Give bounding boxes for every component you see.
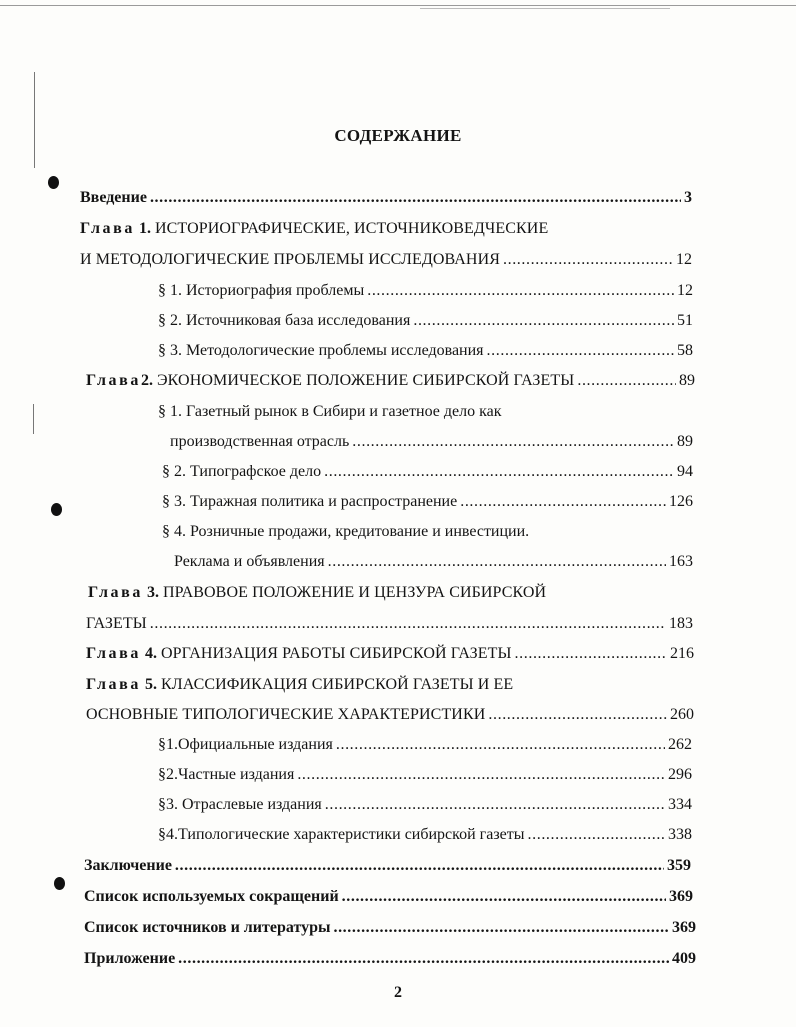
toc-leader-dots bbox=[503, 247, 673, 273]
toc-entry-title: § 3. Тиражная политика и распространение bbox=[162, 493, 458, 510]
toc-page-number: 12 bbox=[677, 282, 693, 299]
toc-leader-dots bbox=[413, 308, 674, 334]
toc-leader-dots bbox=[487, 338, 674, 364]
toc-leader-dots bbox=[528, 822, 665, 848]
punch-hole-mark bbox=[48, 176, 59, 189]
chapter-number: 5. bbox=[145, 676, 157, 693]
toc-section-2-4 bbox=[174, 549, 693, 575]
toc-section-2-1 bbox=[170, 429, 693, 455]
scan-edge-mark bbox=[33, 404, 34, 434]
toc-chapter-1 bbox=[80, 247, 692, 273]
toc-section-5-2 bbox=[158, 762, 692, 788]
punch-hole-mark bbox=[54, 877, 65, 890]
page-title: СОДЕРЖАНИЕ bbox=[334, 126, 462, 145]
chapter-title: ОРГАНИЗАЦИЯ РАБОТЫ СИБИРСКОЙ ГАЗЕТЫ bbox=[161, 645, 512, 662]
chapter-number: 3. bbox=[147, 584, 159, 601]
toc-leader-dots bbox=[333, 915, 669, 941]
toc-chapter-4 bbox=[86, 641, 694, 667]
scan-edge-line bbox=[420, 8, 670, 9]
toc-section-2-3 bbox=[162, 489, 693, 515]
toc-page-number: 58 bbox=[677, 342, 693, 359]
toc-entry-title: §2.Частные издания bbox=[158, 766, 295, 783]
toc-leader-dots bbox=[325, 792, 665, 818]
toc-section-5-1 bbox=[158, 732, 692, 758]
toc-page-number: 89 bbox=[679, 372, 695, 389]
toc-page-number: 260 bbox=[670, 706, 694, 723]
toc-entry-title: § 1. Историография проблемы bbox=[158, 282, 365, 299]
punch-hole-mark bbox=[51, 503, 62, 516]
chapter-title: ПРАВОВОЕ ПОЛОЖЕНИЕ И ЦЕНЗУРА СИБИРСКОЙ bbox=[163, 584, 547, 601]
toc-page-number: 163 bbox=[669, 553, 693, 570]
toc-page-number: 369 bbox=[672, 919, 696, 936]
toc-page-number: 51 bbox=[677, 312, 693, 329]
chapter-title-cont: ОСНОВНЫЕ ТИПОЛОГИЧЕСКИЕ ХАРАКТЕРИСТИКИ bbox=[86, 706, 486, 723]
toc-chapter-5 bbox=[86, 702, 694, 728]
toc-entry-title: Список источников и литературы bbox=[84, 919, 331, 936]
toc-page-number: 262 bbox=[668, 736, 692, 753]
toc-entry-title: §3. Отраслевые издания bbox=[158, 796, 322, 813]
toc-leader-dots bbox=[150, 611, 666, 637]
toc-leader-dots bbox=[342, 884, 666, 910]
chapter-title: ЭКОНОМИЧЕСКОЕ ПОЛОЖЕНИЕ СИБИРСКОЙ ГАЗЕТЫ bbox=[157, 372, 575, 389]
toc-chapter-2 bbox=[86, 368, 695, 394]
toc-section-1-3 bbox=[158, 338, 693, 364]
toc-page-number: 409 bbox=[672, 950, 696, 967]
chapter-label: Глава bbox=[86, 676, 141, 693]
toc-chapter-3 bbox=[86, 611, 693, 637]
toc-entry-conclusion bbox=[84, 853, 691, 879]
toc-entry-abbreviations bbox=[84, 884, 693, 910]
toc-entry-title: §4.Типологические характеристики сибирской газеты bbox=[158, 826, 525, 843]
chapter-title: ИСТОРИОГРАФИЧЕСКИЕ, ИСТОЧНИКОВЕДЧЕСКИЕ bbox=[155, 220, 549, 237]
toc-leader-dots bbox=[297, 762, 665, 788]
toc-entry-title: § 3. Методологические проблемы исследования bbox=[158, 342, 484, 359]
chapter-label: Глава bbox=[86, 645, 141, 662]
toc-leader-dots bbox=[460, 489, 666, 515]
toc-leader-dots bbox=[178, 946, 669, 972]
toc-leader-dots bbox=[175, 853, 664, 879]
page-number: 2 bbox=[394, 984, 402, 1001]
chapter-label: Глава bbox=[80, 220, 135, 237]
toc-section-2-4-heading: § 4. Розничные продажи, кредитование и инвестиции. bbox=[162, 523, 530, 540]
toc-entry-title: §1.Официальные издания bbox=[158, 736, 333, 753]
toc-page-number: 359 bbox=[667, 857, 691, 874]
toc-entry-appendix bbox=[84, 946, 696, 972]
toc-leader-dots bbox=[328, 549, 666, 575]
chapter-title-cont: И МЕТОДОЛОГИЧЕСКИЕ ПРОБЛЕМЫ ИССЛЕДОВАНИЯ bbox=[80, 251, 500, 268]
toc-entry-title: Приложение bbox=[84, 950, 176, 967]
toc-page-number: 296 bbox=[668, 766, 692, 783]
toc-leader-dots bbox=[367, 278, 674, 304]
chapter-number: 4. bbox=[145, 645, 157, 662]
toc-entry-title: § 2. Источниковая база исследования bbox=[158, 312, 411, 329]
toc-leader-dots bbox=[488, 702, 667, 728]
toc-page-number: 216 bbox=[670, 645, 694, 662]
toc-section-1-1 bbox=[158, 278, 693, 304]
chapter-title: КЛАССИФИКАЦИЯ СИБИРСКОЙ ГАЗЕТЫ И ЕЕ bbox=[161, 676, 514, 693]
toc-leader-dots bbox=[515, 641, 667, 667]
toc-page-number: 89 bbox=[677, 433, 693, 450]
toc-chapter-5-heading bbox=[86, 672, 513, 698]
toc-entry-title: § 2. Типографское дело bbox=[162, 463, 322, 480]
toc-section-2-1-heading: § 1. Газетный рынок в Сибири и газетное дело как bbox=[158, 403, 502, 420]
scan-edge-mark bbox=[34, 72, 35, 168]
toc-entry-intro bbox=[80, 185, 692, 211]
toc-entry-title: Список используемых сокращений bbox=[84, 888, 339, 905]
toc-section-1-2 bbox=[158, 308, 693, 334]
chapter-title-cont: ГАЗЕТЫ bbox=[86, 615, 147, 632]
toc-leader-dots bbox=[324, 459, 674, 485]
chapter-number: 2. bbox=[141, 372, 153, 389]
toc-page-number: 12 bbox=[676, 251, 692, 268]
toc-page-number: 3 bbox=[684, 189, 692, 206]
toc-section-5-3 bbox=[158, 792, 692, 818]
toc-chapter-1-heading bbox=[80, 216, 548, 242]
toc-chapter-3-heading bbox=[88, 580, 546, 606]
chapter-label: Глава bbox=[88, 584, 143, 601]
toc-entry-title: Заключение bbox=[84, 857, 172, 874]
toc-leader-dots bbox=[352, 429, 674, 455]
toc-page-number: 183 bbox=[669, 615, 693, 632]
toc-leader-dots bbox=[577, 368, 676, 394]
toc-section-5-4 bbox=[158, 822, 692, 848]
toc-page-number: 334 bbox=[668, 796, 692, 813]
scan-edge-line bbox=[0, 5, 796, 6]
toc-page-number: 338 bbox=[668, 826, 692, 843]
toc-leader-dots bbox=[150, 185, 681, 211]
toc-section-2-2 bbox=[162, 459, 693, 485]
toc-entry-title: Реклама и объявления bbox=[174, 553, 325, 570]
toc-entry-title: производственная отрасль bbox=[170, 433, 350, 450]
toc-page-number: 94 bbox=[677, 463, 693, 480]
chapter-label: Глава bbox=[86, 372, 141, 389]
chapter-number: 1. bbox=[139, 220, 151, 237]
toc-page-number: 126 bbox=[669, 493, 693, 510]
toc-entry-sources bbox=[84, 915, 696, 941]
toc-page-number: 369 bbox=[669, 888, 693, 905]
toc-entry-title: Введение bbox=[80, 189, 147, 206]
toc-leader-dots bbox=[336, 732, 665, 758]
